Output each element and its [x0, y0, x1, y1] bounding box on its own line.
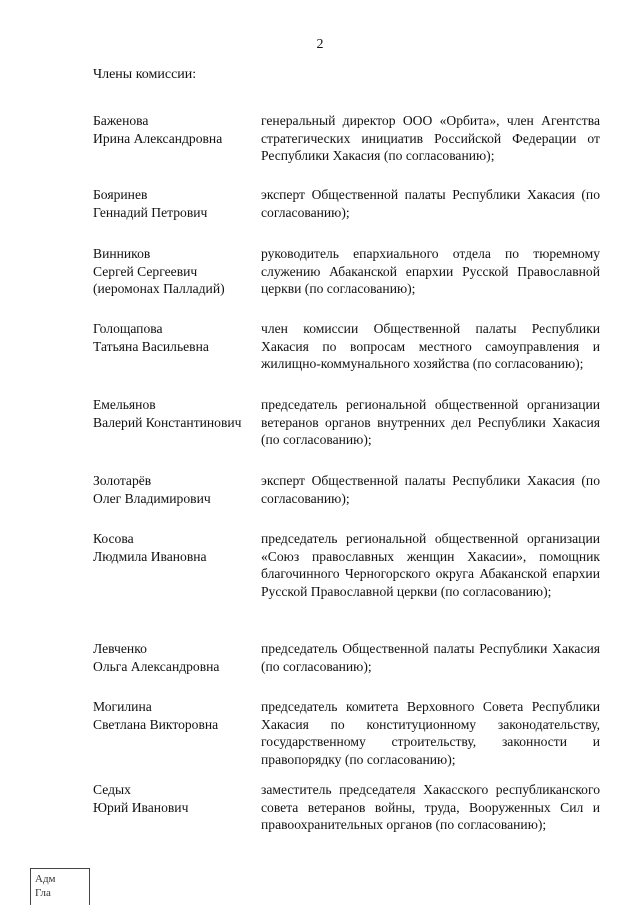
member-name [93, 698, 258, 733]
member-role: руководитель епархиального отдела по тюремному служению Абаканской епархии Русской Православной церкви (по согласованию); [261, 246, 600, 296]
member-surname: Могилина [93, 699, 152, 714]
member-name [93, 396, 258, 431]
member-monastic-name: (иеромонах Палладий) [93, 281, 225, 296]
member-surname: Бояринев [93, 187, 148, 202]
member-given-names: Валерий Константинович [93, 414, 242, 430]
member-role: эксперт Общественной палаты Республики Хакасия (по согласованию); [261, 187, 600, 220]
member-given-names: Ольга Александровна [93, 658, 220, 674]
member-given-names: Сергей Сергеевич [93, 263, 198, 279]
member-name [93, 472, 258, 507]
member-role: член комиссии Общественной палаты Республики Хакасия по вопросам местного самоуправления и жилищно-коммунального хозяйства (по согласованию); [261, 321, 600, 371]
page-number: 2 [316, 37, 324, 52]
member-given-names: Татьяна Васильевна [93, 338, 209, 354]
member-given-names: Олег Владимирович [93, 490, 211, 506]
member-given-names: Светлана Викторовна [93, 716, 219, 732]
member-role: председатель Общественной палаты Республики Хакасия (по согласованию); [261, 641, 600, 674]
member-surname: Емельянов [93, 397, 156, 412]
section-title: Члены комиссии: [93, 67, 197, 82]
member-name [93, 245, 258, 298]
member-given-names: Юрий Иванович [93, 799, 189, 815]
member-surname: Косова [93, 531, 134, 546]
member-name [93, 186, 258, 221]
member-role: председатель региональной общественной организации «Союз православных женщин Хакасии», помощник благочинного Черногорского округа Абаканской епархии Русской Православной церкви (по согласованию); [261, 531, 600, 599]
member-name [93, 640, 258, 675]
member-name [93, 530, 258, 565]
member-role: председатель комитета Верховного Совета Республики Хакасия по конституционному законодательству, государственному строительству, законности и правопорядку (по согласованию); [261, 699, 600, 767]
member-surname: Левченко [93, 641, 147, 656]
member-given-names: Людмила Ивановна [93, 548, 207, 564]
member-given-names: Геннадий Петрович [93, 204, 208, 220]
member-surname: Голощапова [93, 321, 163, 336]
registration-stamp [30, 868, 90, 905]
member-role: эксперт Общественной палаты Республики Хакасия (по согласованию); [261, 473, 600, 506]
stamp-line: Гла [35, 887, 51, 899]
member-surname: Винников [93, 246, 151, 261]
stamp-line: Адм [35, 873, 56, 885]
member-surname: Баженова [93, 113, 149, 128]
member-name [93, 781, 258, 816]
member-name [93, 112, 258, 147]
member-surname: Золотарёв [93, 473, 152, 488]
member-surname: Седых [93, 782, 131, 797]
member-role: председатель региональной общественной организации ветеранов органов внутренних дел Республики Хакасия (по согласованию); [261, 397, 600, 447]
member-given-names: Ирина Александровна [93, 130, 223, 146]
member-role: генеральный директор ООО «Орбита», член Агентства стратегических инициатив Российской Федерации от Республики Хакасия (по согласованию); [261, 113, 600, 163]
member-name [93, 320, 258, 355]
member-role: заместитель председателя Хакасского республиканского совета ветеранов войны, труда, Вооруженных Сил и правоохранительных органов (по согласованию); [261, 782, 600, 832]
